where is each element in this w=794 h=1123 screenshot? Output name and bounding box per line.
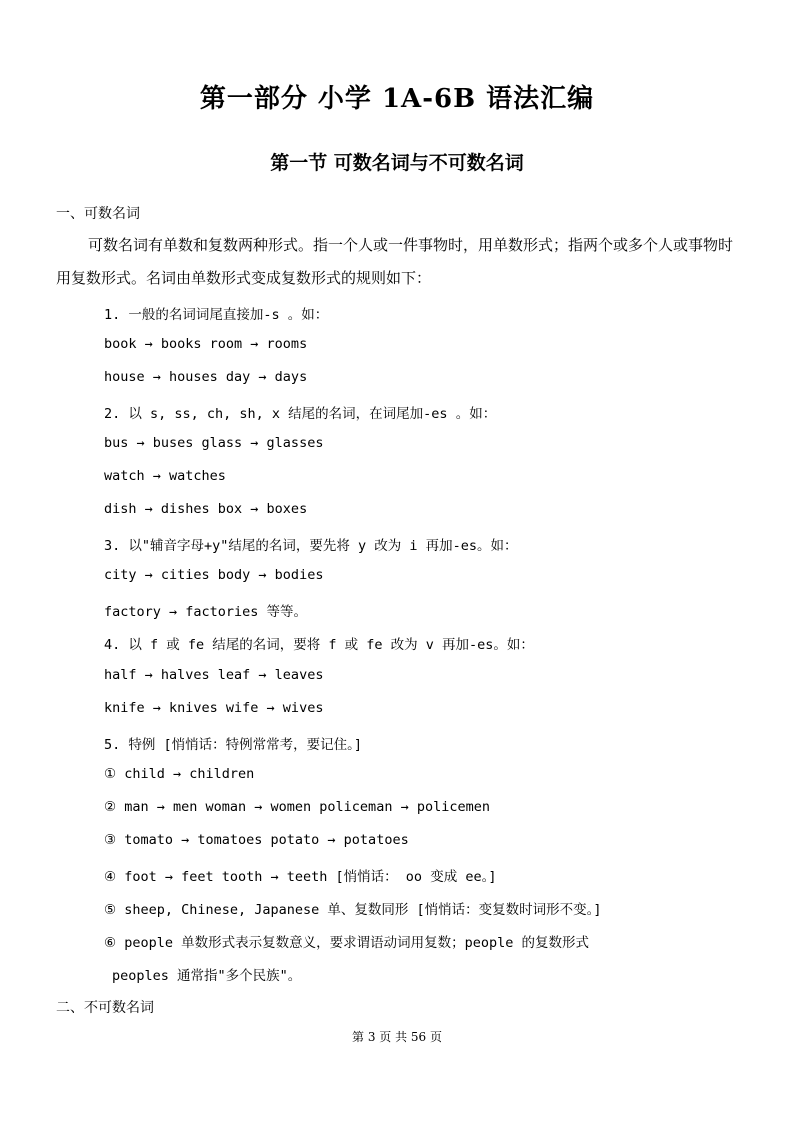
special-case-6: ⑥ people 单数形式表示复数意义，要求谓语动词用复数；people 的复数形式 (104, 935, 590, 951)
example-line: dish → dishes box → boxes (104, 501, 308, 517)
example-line: half → halves leaf → leaves (104, 667, 324, 683)
example-line: knife → knives wife → wives (104, 700, 324, 716)
special-case-6-continued: peoples 通常指"多个民族"。 (112, 968, 302, 984)
rule-2: 2. 以 s, ss, ch, sh, x 结尾的名词，在词尾加-es 。如： (104, 406, 497, 422)
special-case-1: ① child → children (104, 766, 255, 782)
special-case-5: ⑤ sheep, Chinese, Japanese 单、复数同形 [悄悄话：变复数时词形不变。] (104, 902, 602, 918)
heading-uncountable-nouns: 二、不可数名词 (56, 1000, 154, 1016)
example-line: city → cities body → bodies (104, 567, 324, 583)
rule-4: 4. 以 f 或 fe 结尾的名词，要将 f 或 fe 改为 v 再加-es。如： (104, 637, 534, 653)
section-title: 第一节 可数名词与不可数名词 (270, 152, 524, 174)
special-case-2: ② man → men woman → women policeman → policemen (104, 799, 490, 815)
example-line: book → books room → rooms (104, 336, 308, 352)
special-case-4: ④ foot → feet tooth → teeth [悄悄话： oo 变成 ee。] (104, 869, 497, 885)
special-case-3: ③ tomato → tomatoes potato → potatoes (104, 832, 409, 848)
example-line: factory → factories 等等。 (104, 604, 308, 620)
page-footer: 第 3 页 共 56 页 (352, 1030, 442, 1044)
example-line: house → houses day → days (104, 369, 308, 385)
rule-5: 5. 特例 [悄悄话：特例常常考，要记住。] (104, 737, 363, 753)
document-title: 第一部分 小学 1A-6B 语法汇编 (199, 84, 595, 114)
rule-3: 3. 以"辅音字母+y"结尾的名词，要先将 y 改为 i 再加-es。如： (104, 538, 518, 554)
rule-1: 1. 一般的名词词尾直接加-s 。如： (104, 307, 329, 323)
intro-paragraph: 可数名词有单数和复数两种形式。指一个人或一件事物时，用单数形式；指两个或多个人或事物时用复数形式。名词由单数形式变成复数形式的规则如下： (56, 236, 734, 287)
example-line: watch → watches (104, 468, 226, 484)
heading-countable-nouns: 一、可数名词 (56, 206, 140, 222)
example-line: bus → buses glass → glasses (104, 435, 324, 451)
